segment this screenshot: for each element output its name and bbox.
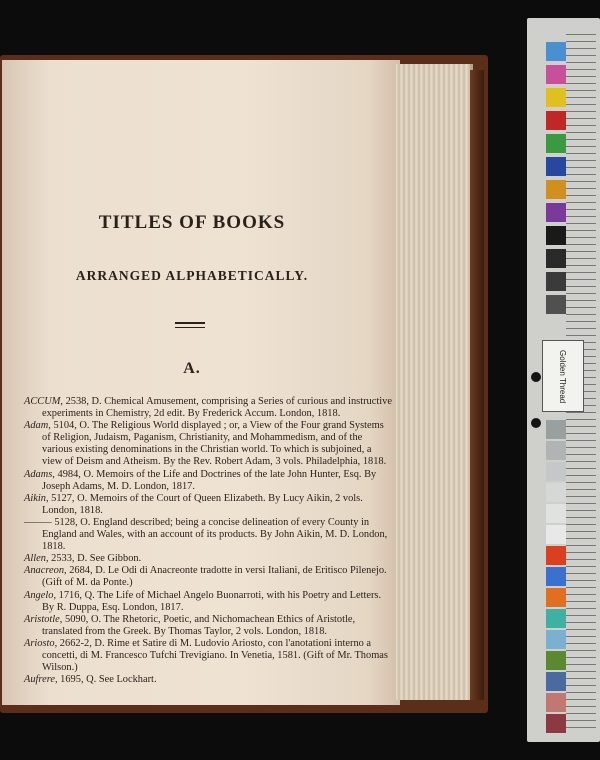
entry-details: , 5127, O. Memoirs of the Court of Queen Elizabeth. By Lucy Aikin, 2 vols. London, 1818. bbox=[42, 492, 363, 516]
entry-details: , 2662-2, D. Rime et Satire di M. Ludovio Ariosto, con l'anotationi interno a concetti, di M. Francesco Tufchi Trevigiano. In Venetia, 1581. (Gift of Mr. Thomas Wilson.) bbox=[42, 637, 388, 674]
ornamental-rule bbox=[175, 322, 205, 328]
entry-details: , 2533, D. See Gibbon. bbox=[45, 553, 142, 565]
book-entry bbox=[24, 493, 394, 517]
color-swatch bbox=[546, 546, 566, 565]
book-entry bbox=[24, 553, 394, 565]
registration-dot bbox=[531, 418, 541, 428]
entry-details: , 4984, O. Memoirs of the Life and Doctrines of the late John Hunter, Esq. By Joseph Adams, M. D. London, 1817. bbox=[42, 468, 377, 492]
page-subtitle: ARRANGED ALPHABETICALLY. bbox=[75, 268, 309, 283]
color-swatch bbox=[546, 249, 566, 268]
entry-details: , 5104, O. The Religious World displayed ; or, a View of the Four grand Systems of Religion, Judaism, Paganism, Christianity, and Mohammedism, and of the various existing denominations in the Christian world. To which is subjoined, a view of Deism and Atheism. By the Rev. Robert Adam, 3 vols. Philadelphia, 1818. bbox=[42, 420, 387, 468]
book-entry bbox=[24, 469, 394, 493]
entry-author: Allen bbox=[24, 553, 46, 565]
book-page bbox=[2, 60, 400, 705]
book-entry bbox=[24, 590, 394, 614]
entry-author: Adam bbox=[24, 420, 49, 432]
color-swatch bbox=[546, 672, 566, 691]
color-swatch bbox=[546, 525, 566, 544]
entry-author: Angelo bbox=[24, 589, 54, 601]
color-swatch bbox=[546, 272, 566, 291]
book-edge-shadow bbox=[470, 70, 484, 700]
book-entry bbox=[24, 420, 394, 468]
color-swatch bbox=[546, 630, 566, 649]
book-entries-list bbox=[24, 396, 394, 686]
card-label-text: Golden Thread bbox=[558, 350, 567, 404]
color-swatch bbox=[546, 157, 566, 176]
color-swatch bbox=[546, 226, 566, 245]
registration-dot bbox=[531, 372, 541, 382]
color-swatch bbox=[546, 567, 566, 586]
entry-details: 5128, O. England described; being a concise delineation of every County in England and Wales, with an account of its products. By John Aikin, M. D. London, 1818. bbox=[42, 516, 388, 553]
book-entry bbox=[24, 638, 394, 674]
color-swatch bbox=[546, 203, 566, 222]
color-swatch bbox=[546, 42, 566, 61]
entry-author: ACCUM bbox=[24, 396, 61, 407]
color-swatch bbox=[546, 420, 566, 439]
entry-details: , 2538, D. Chemical Amusement, comprising a Series of curious and instructive experiments in Chemistry, 2d edit. By Frederick Accum. London, 1818. bbox=[42, 396, 392, 420]
book-entry bbox=[24, 396, 394, 420]
entry-author: Anacreon bbox=[24, 565, 65, 577]
color-swatch bbox=[546, 65, 566, 84]
entry-details: , 1716, Q. The Life of Michael Angelo Buonarroti, with his Poetry and Letters. By R. Duppa, Esq. London, 1817. bbox=[42, 589, 382, 613]
entry-details: , 5090, O. The Rhetoric, Poetic, and Nichomachean Ethics of Aristotle, translated from the Greek. By Thomas Taylor, 2 vols. London, 1818. bbox=[42, 613, 356, 637]
page-edges bbox=[396, 64, 473, 700]
book-entry bbox=[24, 565, 394, 589]
entry-author: Aikin bbox=[24, 492, 46, 504]
entry-details: , 2684, D. Le Odi di Anacreonte tradotte in versi Italiani, de Eritisco Pilenejo. (Gift of M. da Ponte.) bbox=[42, 565, 387, 589]
entry-details: , 1695, Q. See Lockhart. bbox=[54, 674, 157, 686]
color-swatch bbox=[546, 651, 566, 670]
entry-author: Adams bbox=[24, 468, 53, 480]
color-swatch bbox=[546, 180, 566, 199]
book-entry bbox=[24, 517, 394, 553]
color-swatch bbox=[546, 134, 566, 153]
color-swatch bbox=[546, 714, 566, 733]
color-swatch bbox=[546, 111, 566, 130]
color-swatch bbox=[546, 462, 566, 481]
color-swatch bbox=[546, 609, 566, 628]
color-swatch bbox=[546, 295, 566, 314]
color-swatch bbox=[546, 88, 566, 107]
entry-author: ——— bbox=[24, 516, 52, 528]
page-title: TITLES OF BOOKS bbox=[98, 212, 286, 233]
color-swatch bbox=[546, 588, 566, 607]
color-swatch bbox=[546, 693, 566, 712]
book-entry bbox=[24, 614, 394, 638]
entry-author: Aristotle bbox=[24, 613, 60, 625]
section-letter: A. bbox=[183, 360, 201, 377]
color-swatch bbox=[546, 441, 566, 460]
entry-author: Ariosto bbox=[24, 637, 55, 649]
color-swatch bbox=[546, 483, 566, 502]
color-swatch bbox=[546, 504, 566, 523]
entry-author: Aufrere bbox=[24, 674, 55, 686]
book-entry bbox=[24, 674, 394, 686]
